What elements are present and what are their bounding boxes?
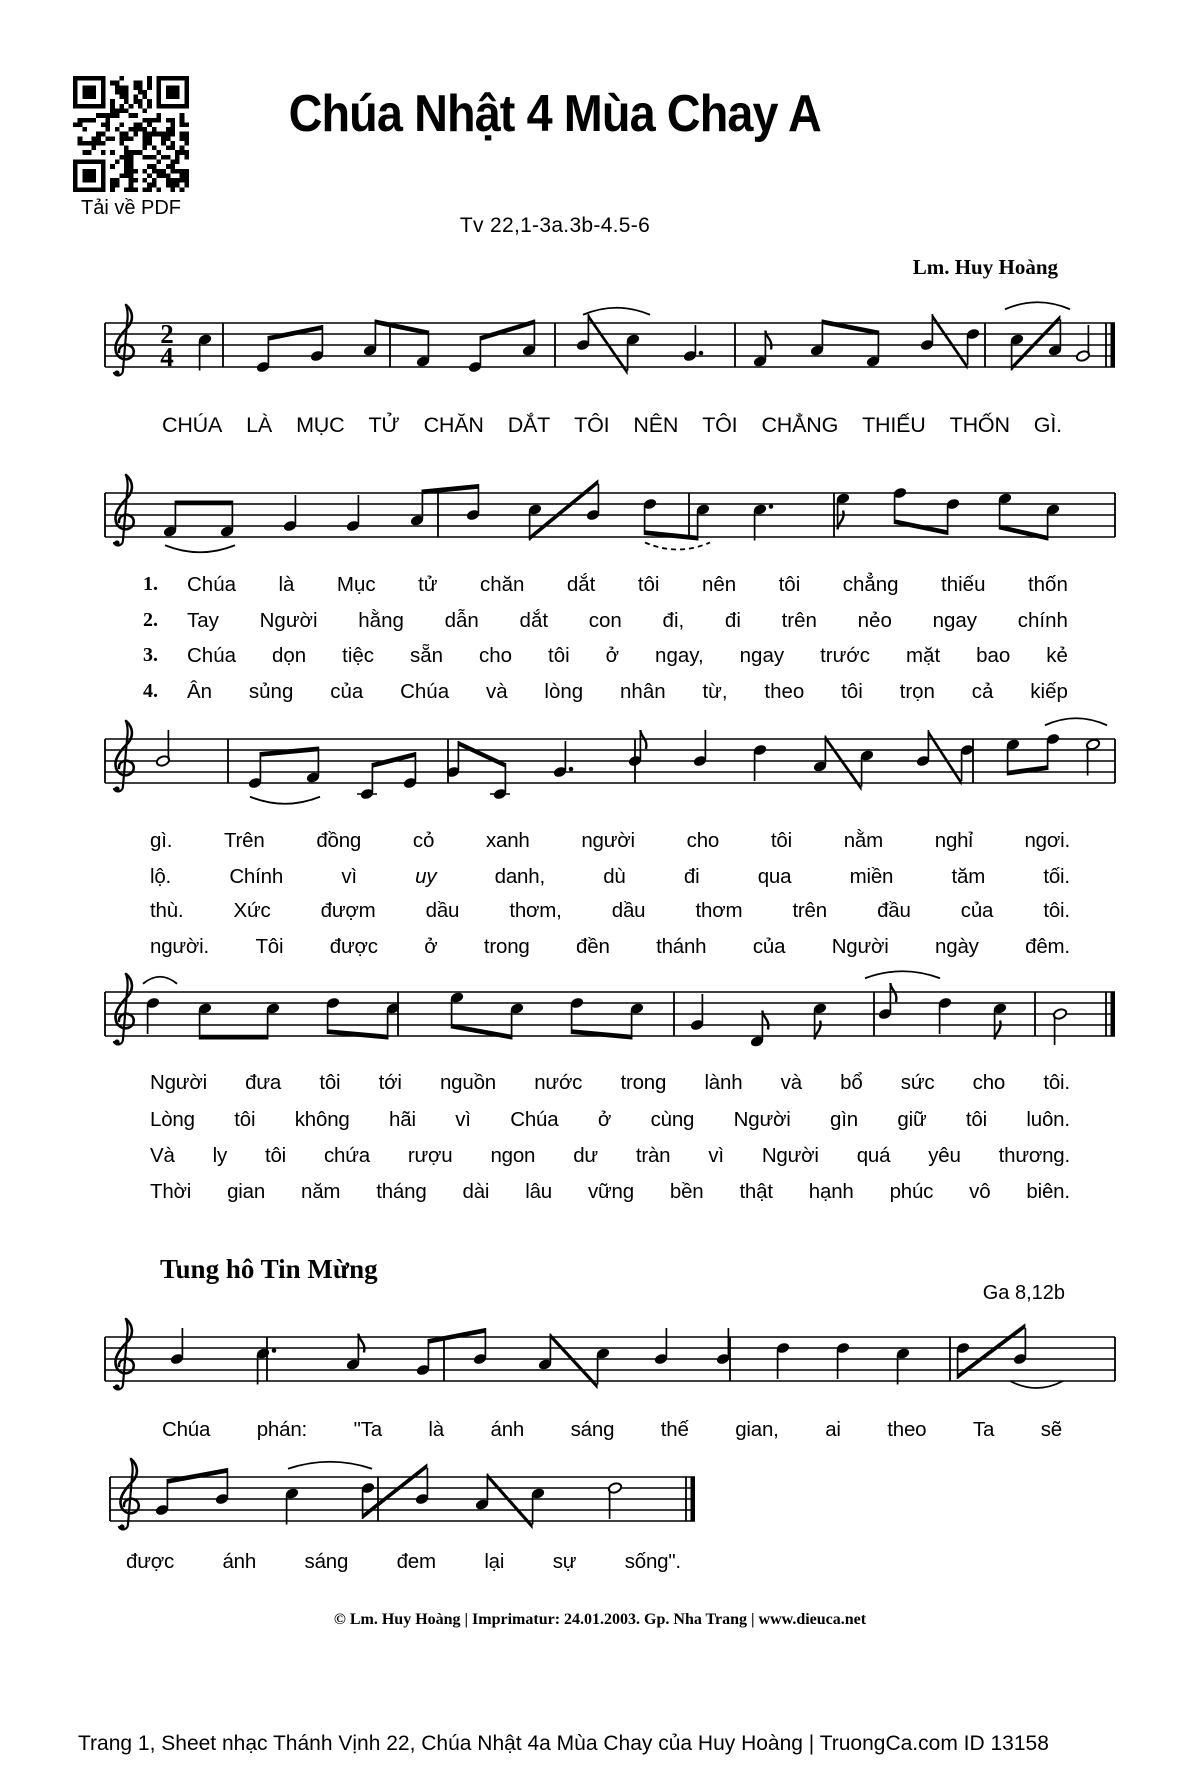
lyric-word: cùng: [650, 1108, 695, 1131]
lyric-word: của: [960, 899, 994, 922]
lyric-word: đượm: [320, 899, 376, 922]
lyric-word: dư: [573, 1144, 598, 1167]
lyric-word: dầu: [611, 899, 646, 922]
lyric-word: lâu: [525, 1180, 552, 1203]
verse-3-row: [143, 644, 1068, 668]
lyric-word: hằng: [358, 609, 404, 632]
page-title: Chúa Nhật 4 Mùa Chay A: [288, 85, 822, 143]
download-pdf-link[interactable]: Tải về PDF: [80, 197, 182, 219]
lyric-word: ngơi.: [1024, 829, 1070, 852]
lyric-word: từ,: [702, 680, 728, 703]
lyric-word: chính: [1017, 609, 1068, 632]
lyric-word: trên: [792, 899, 827, 922]
lyric-word: theo: [887, 1418, 927, 1441]
lyric-word: Tay: [187, 609, 219, 632]
lyric-word: ngon: [490, 1144, 536, 1167]
lyric-word: sẵn: [410, 644, 444, 667]
lyric-word: vì: [455, 1108, 471, 1131]
lyric-word: là: [278, 573, 295, 596]
lyric-word: cho: [479, 644, 513, 667]
lyric-word: đem: [396, 1550, 436, 1573]
lyric-word: là: [428, 1418, 444, 1441]
lyric-word: Trên: [223, 829, 265, 852]
lyric-word: của: [330, 680, 364, 703]
lyric-word: trong: [620, 1071, 667, 1094]
lyric-word: xanh: [485, 829, 530, 852]
lyric-word: trọn: [899, 680, 935, 703]
lyric-word: ánh: [222, 1550, 257, 1573]
lyric-word: trước: [820, 644, 871, 667]
gospel-acclamation-heading: Tung hô Tin Mừng: [160, 1254, 378, 1284]
verse-lyrics: [187, 644, 1068, 668]
verse-number: 2.: [143, 609, 158, 631]
lyric-word: mặt: [905, 644, 941, 667]
lyric-word: chứa: [323, 1144, 370, 1167]
lyric-word: MỤC: [296, 413, 345, 437]
lyric-word: THỐN: [949, 413, 1010, 437]
lyric-word: thánh: [656, 935, 707, 958]
lyric-word: tiệc: [342, 644, 375, 667]
lyric-word: danh,: [494, 865, 545, 888]
lyric-word: giữ: [897, 1108, 927, 1131]
lyric-word: "Ta: [353, 1418, 382, 1441]
lyric-word: tràn: [635, 1144, 671, 1167]
lyric-word: CHÚA: [162, 413, 223, 437]
lyric-word: Chúa: [187, 644, 237, 667]
response-line-4: [150, 1180, 1070, 1204]
verse-4-continuation: [150, 935, 1070, 959]
lyric-word: dầu: [425, 899, 460, 922]
lyric-word: Chúa: [400, 680, 450, 703]
lyric-word: rượu: [407, 1144, 453, 1167]
lyric-word: hạnh: [808, 1180, 854, 1203]
lyric-word: Người: [831, 935, 889, 958]
lyric-word: dẫn: [444, 609, 479, 632]
gospel-lyrics-line-1: [162, 1418, 1062, 1442]
lyric-word: sự: [552, 1550, 577, 1573]
lyric-word: được: [126, 1550, 175, 1573]
lyric-word: quá: [856, 1144, 891, 1167]
lyric-word: ngay: [932, 609, 978, 632]
lyric-word: người: [581, 829, 635, 852]
lyric-word: cả: [971, 680, 994, 703]
lyric-word: nguồn: [439, 1071, 496, 1094]
lyric-word: biên.: [1026, 1180, 1070, 1203]
lyric-word: sống".: [624, 1550, 681, 1573]
lyric-word: cho: [972, 1071, 1006, 1094]
lyric-word: nghỉ: [934, 829, 973, 852]
lyric-word: của: [752, 935, 786, 958]
lyric-word: tôi: [841, 680, 863, 703]
lyric-word: dù: [603, 865, 626, 888]
lyric-word: Người: [733, 1108, 791, 1131]
lyric-word: CHĂN: [423, 413, 484, 437]
lyric-word: lòng: [544, 680, 584, 703]
lyric-word: tử: [418, 573, 438, 596]
lyric-word: người.: [150, 935, 210, 958]
lyric-word: LÀ: [246, 413, 273, 437]
lyric-word: Người: [761, 1144, 819, 1167]
copyright-line: © Lm. Huy Hoàng | Imprimatur: 24.01.2003. Gp. Nha Trang | www.dieuca.net: [333, 1611, 867, 1628]
lyric-word: nằm: [843, 829, 883, 852]
lyric-word: sáng: [304, 1550, 349, 1573]
lyric-word: ở: [605, 644, 620, 667]
lyric-word: gian: [227, 1180, 266, 1203]
lyric-word: cho: [686, 829, 720, 852]
lyric-word: gian,: [735, 1418, 779, 1441]
lyric-word: vững: [587, 1180, 634, 1203]
gospel-lyrics-line-2: [126, 1550, 681, 1574]
lyric-word: đưa: [245, 1071, 282, 1094]
lyric-word: ngay,: [655, 644, 704, 667]
lyric-word: DẮT: [507, 413, 551, 437]
lyric-word: chăn: [479, 573, 525, 596]
svg-text:4: 4: [160, 342, 174, 372]
lyric-word: tôi: [548, 644, 570, 667]
lyric-word: GÌ.: [1033, 413, 1062, 437]
lyric-word: đêm.: [1025, 935, 1070, 958]
lyric-word: đi: [683, 865, 700, 888]
lyric-word: bền: [669, 1180, 704, 1203]
lyric-word: Chính: [229, 865, 284, 888]
lyric-word: tôi: [319, 1071, 341, 1094]
lyric-word: cỏ: [412, 829, 435, 852]
lyric-word: ánh: [490, 1418, 525, 1441]
lyric-word: Mục: [336, 573, 376, 596]
lyric-word: ngay: [739, 644, 785, 667]
lyric-word: vì: [708, 1144, 724, 1167]
lyric-word: tôi.: [1043, 899, 1070, 922]
verse-lyrics: [187, 680, 1068, 704]
lyric-word: vô: [969, 1180, 991, 1203]
lyric-word: thơm,: [509, 899, 562, 922]
lyric-word: tôi: [637, 573, 660, 596]
lyric-word: thế: [660, 1418, 689, 1441]
lyric-word: ngày: [935, 935, 979, 958]
lyric-word: dắt: [566, 573, 596, 596]
lyric-word: ly: [212, 1144, 228, 1167]
lyric-word: tôi: [264, 1144, 287, 1167]
verse-1-continuation: [150, 829, 1070, 853]
lyric-word: lại: [484, 1550, 505, 1573]
lyric-word: bổ: [840, 1071, 863, 1094]
lyric-word: thù.: [150, 899, 184, 922]
lyric-word: kiếp: [1030, 680, 1068, 703]
lyric-word: con: [588, 609, 622, 632]
lyric-word: Tôi: [255, 935, 284, 958]
verse-lyrics: [187, 609, 1068, 633]
lyric-word: tôi: [234, 1108, 256, 1131]
lyric-word: hãi: [389, 1108, 416, 1131]
verse-number: 1.: [143, 573, 158, 595]
lyric-word: Và: [150, 1144, 175, 1167]
lyric-word: Lòng: [150, 1108, 195, 1131]
verse-2-continuation: [150, 865, 1070, 889]
lyric-word: sủng: [248, 680, 294, 703]
lyric-word: tới: [378, 1071, 402, 1094]
lyric-word: tăm: [951, 865, 986, 888]
response-line-2: [150, 1108, 1070, 1132]
lyric-word: đồng: [316, 829, 362, 852]
lyric-word: đền: [576, 935, 610, 958]
lyric-word: không: [294, 1108, 350, 1131]
lyric-word: Chúa: [510, 1108, 559, 1131]
lyric-word: Người: [150, 1071, 207, 1094]
lyric-word: thiếu: [941, 573, 986, 596]
lyric-word: nên: [701, 573, 737, 596]
verse-1-row: [143, 573, 1068, 597]
lyric-word: sáng: [570, 1418, 615, 1441]
lyric-word: TỬ: [368, 413, 400, 437]
lyric-word: dắt: [519, 609, 549, 632]
lyric-word: tối.: [1043, 865, 1070, 888]
lyric-word: nước: [534, 1071, 583, 1094]
lyric-word: gìn: [830, 1108, 858, 1131]
lyric-word: gì.: [150, 829, 173, 852]
lyric-word: Ân: [187, 680, 213, 703]
lyric-word: dài: [462, 1180, 490, 1203]
refrain-lyrics: [162, 413, 1062, 438]
lyric-word: Ta: [972, 1418, 995, 1441]
lyric-word: được: [329, 935, 378, 958]
lyric-word: Người: [259, 609, 318, 632]
lyric-word: phán:: [256, 1418, 308, 1441]
lyric-word: nhân: [620, 680, 666, 703]
lyric-word: qua: [757, 865, 792, 888]
lyric-word: dọn: [271, 644, 307, 667]
lyric-word: thật: [739, 1180, 773, 1203]
lyric-word: nẻo: [857, 609, 892, 632]
lyric-word: chẳng: [842, 573, 899, 596]
lyric-word: đầu: [877, 899, 911, 922]
composer-credit: Lm. Huy Hoàng: [912, 255, 1058, 279]
lyric-word: kẻ: [1046, 644, 1068, 667]
lyric-word: lộ.: [150, 865, 172, 888]
lyric-word: thốn: [1027, 573, 1068, 596]
response-line-1: [150, 1071, 1070, 1095]
response-line-3: [150, 1144, 1070, 1168]
lyric-word: Xức: [233, 899, 271, 922]
lyric-word: thương.: [998, 1144, 1070, 1167]
lyric-word: uy: [415, 865, 437, 888]
lyric-word: đi: [724, 609, 741, 632]
lyric-word: TÔI: [574, 413, 610, 437]
psalm-reference: Tv 22,1-3a.3b-4.5-6: [459, 214, 651, 237]
lyric-word: bao: [976, 644, 1011, 667]
lyric-word: năm: [301, 1180, 341, 1203]
lyric-word: tôi: [965, 1108, 987, 1131]
lyric-word: vì: [341, 865, 357, 888]
lyric-word: thơm: [695, 899, 743, 922]
lyric-word: lành: [704, 1071, 743, 1094]
lyric-word: tôi.: [1043, 1071, 1070, 1094]
lyric-word: và: [485, 680, 508, 703]
lyric-word: phúc: [889, 1180, 934, 1203]
lyric-word: tháng: [376, 1180, 427, 1203]
verse-number: 4.: [143, 680, 158, 702]
footer-caption: Trang 1, Sheet nhạc Thánh Vịnh 22, Chúa Nhật 4a Mùa Chay của Huy Hoàng | TruongCa.com ID 13158: [78, 1732, 1049, 1755]
lyric-word: THIẾU: [862, 413, 926, 437]
verse-3-continuation: [150, 899, 1070, 923]
lyric-word: ở: [424, 935, 438, 958]
verse-number: 3.: [143, 644, 158, 666]
lyric-word: theo: [764, 680, 805, 703]
lyric-word: NÊN: [633, 413, 679, 437]
lyric-word: sẽ: [1040, 1418, 1062, 1441]
verse-4-row: [143, 680, 1068, 704]
lyric-word: Chúa: [187, 573, 237, 596]
lyric-word: TÔI: [702, 413, 738, 437]
lyric-word: trong: [483, 935, 530, 958]
lyric-word: yêu: [928, 1144, 961, 1167]
lyric-word: Chúa: [162, 1418, 211, 1441]
lyric-word: CHẲNG: [761, 413, 839, 437]
lyric-word: ai: [825, 1418, 841, 1441]
lyric-word: ở: [597, 1108, 612, 1131]
lyric-word: luôn.: [1026, 1108, 1070, 1131]
svg-text:2: 2: [160, 319, 174, 349]
verse-lyrics: [187, 573, 1068, 597]
lyric-word: trên: [781, 609, 817, 632]
lyric-word: miền: [849, 865, 894, 888]
lyric-word: tôi: [778, 573, 801, 596]
lyric-word: đi,: [662, 609, 685, 632]
lyric-word: tôi: [770, 829, 792, 852]
gospel-reference: Ga 8,12b: [982, 1282, 1065, 1304]
lyric-word: Thời: [150, 1180, 192, 1203]
verse-2-row: [143, 609, 1068, 633]
lyric-word: và: [780, 1071, 802, 1094]
lyric-word: sức: [900, 1071, 935, 1094]
